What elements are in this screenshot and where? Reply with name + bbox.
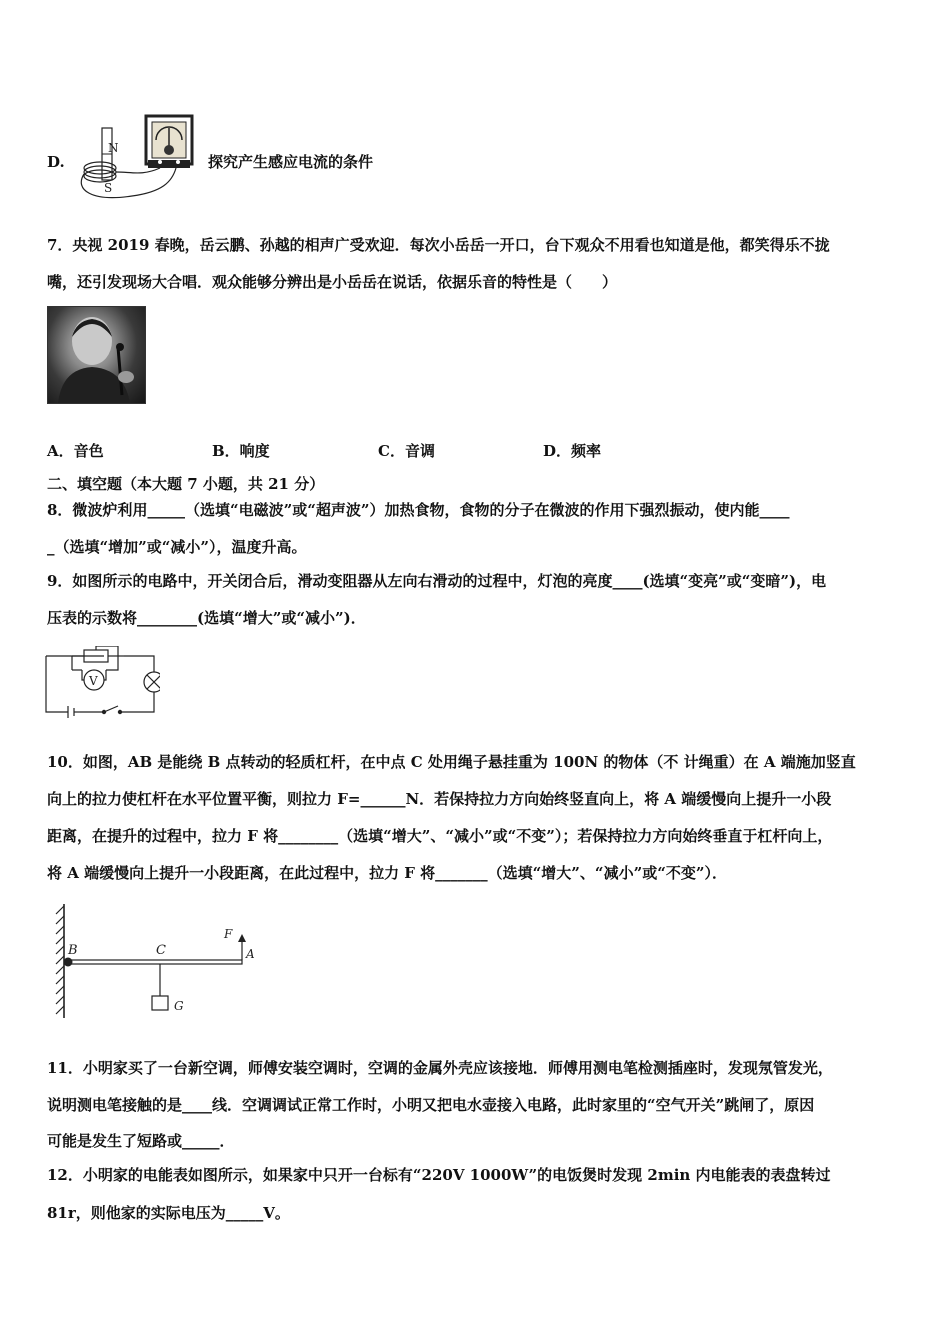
magnet-s-label: S bbox=[104, 181, 113, 195]
q10-line2: 向上的拉力使杠杆在水平位置平衡，则拉力 F=______N．若保持拉力方向始终竖直向上，将 A 端缓慢向上提升一小段 bbox=[47, 790, 832, 808]
q7-line1: 7．央视 2019 春晚，岳云鹏、孙越的相声广受欢迎．每次小岳岳一开口，台下观众不用看也知道是他，都笑得乐不拢 bbox=[47, 236, 830, 254]
pivot-b bbox=[64, 958, 72, 966]
circuit-diagram bbox=[44, 646, 160, 718]
comedian-photo bbox=[47, 306, 146, 404]
label-b: B bbox=[68, 943, 78, 958]
q10-line4: 将 A 端缓慢向上提升一小段距离，在此过程中，拉力 F 将_______（选填“增大”、“减小”或“不变”）． bbox=[47, 864, 727, 882]
q8-line1: 8．微波炉利用_____（选填“电磁波”或“超声波”）加热食物，食物的分子在微波的作用下强烈振动，使内能____ bbox=[47, 501, 790, 519]
induction-figure bbox=[72, 110, 200, 202]
lamp bbox=[144, 672, 160, 692]
q8-line2: _（选填“增加”或“减小”），温度升高。 bbox=[47, 538, 307, 556]
option-d-letter: D. bbox=[47, 153, 65, 171]
q7-option-c: C．音调 bbox=[378, 442, 435, 460]
q12-line2: 81r，则他家的实际电压为_____V。 bbox=[47, 1204, 290, 1222]
q12-line1: 12．小明家的电能表如图所示，如果家中只开一台标有“220V 1000W”的电饭煲时发现 2min 内电能表的表盘转过 bbox=[47, 1166, 831, 1184]
magnet-n-label: N bbox=[108, 141, 119, 155]
q7-option-b: B．响度 bbox=[212, 442, 270, 460]
q9-line1: 9．如图所示的电路中，开关闭合后，滑动变阻器从左向右滑动的过程中，灯泡的亮度____(选填“变亮”或“变暗”)，电 bbox=[47, 572, 827, 590]
q7-option-a: A．音色 bbox=[47, 442, 104, 460]
q10-line1: 10．如图，AB 是能绕 B 点转动的轻质杠杆，在中点 C 处用绳子悬挂重为 100N 的物体（不 计绳重）在 A 端施加竖直 bbox=[47, 753, 856, 771]
q7-option-d: D．频率 bbox=[543, 442, 602, 460]
label-f: F bbox=[224, 927, 233, 941]
q11-line2: 说明测电笔接触的是____线．空调调试正常工作时，小明又把电水壶接入电路，此时家里的“空气开关”跳闸了，原因 bbox=[47, 1096, 815, 1114]
voltmeter-label: V bbox=[89, 674, 98, 688]
q10-line3: 距离，在提升的过程中，拉力 F 将________（选填“增大”、“减小”或“不变”）；若保持拉力方向始终垂直于杠杆向上， bbox=[47, 827, 833, 845]
lever-bar bbox=[68, 960, 242, 964]
q11-line3: 可能是发生了短路或_____． bbox=[47, 1132, 235, 1150]
lever-diagram bbox=[52, 900, 264, 1020]
option-d-text: 探究产生感应电流的条件 bbox=[208, 153, 374, 171]
label-a: A bbox=[246, 947, 255, 961]
weight-box bbox=[152, 996, 168, 1010]
q11-line1: 11．小明家买了一台新空调，师傅安装空调时，空调的金属外壳应该接地．师傅用测电笔检测插座时，发现氖管发光， bbox=[47, 1059, 833, 1077]
label-c: C bbox=[156, 943, 166, 958]
label-g: G bbox=[174, 999, 184, 1013]
section-heading: 二、填空题（本大题 7 小题，共 21 分） bbox=[47, 475, 325, 493]
q9-line2: 压表的示数将________(选填“增大”或“减小”)． bbox=[47, 609, 366, 627]
q7-line2: 嘴，还引发现场大合唱．观众能够分辨出是小岳岳在说话，依据乐音的特性是（ ） bbox=[47, 273, 618, 291]
